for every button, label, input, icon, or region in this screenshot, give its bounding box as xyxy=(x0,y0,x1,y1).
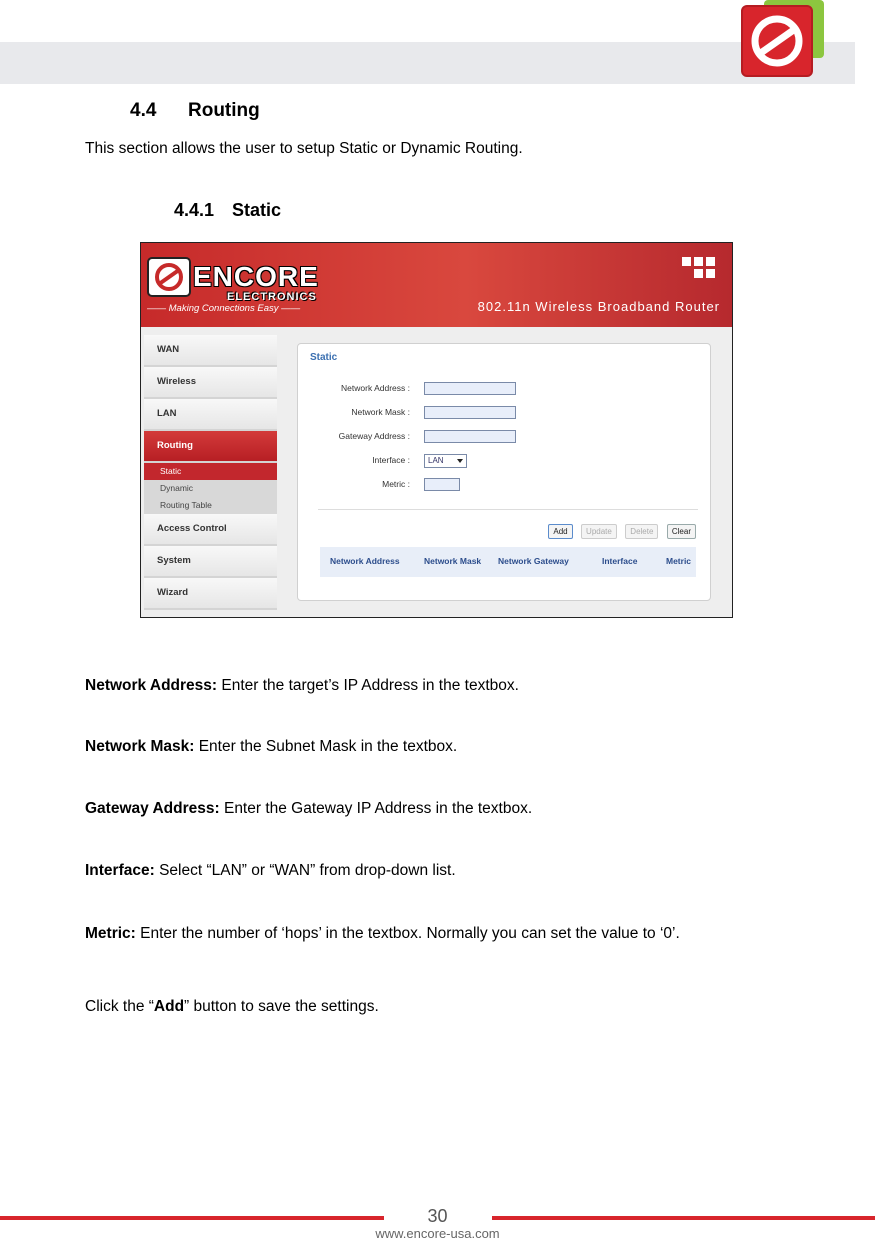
nav-routing-dynamic[interactable]: Dynamic xyxy=(144,480,277,497)
desc-gateway-address: Gateway Address: Enter the Gateway IP Address in the textbox. xyxy=(85,800,533,817)
desc-metric: Metric: Enter the number of ‘hops’ in the textbox. Normally you can set the value to ‘0’. xyxy=(85,925,680,942)
nav-wizard[interactable]: Wizard xyxy=(144,578,277,610)
encore-logo-icon xyxy=(740,0,826,78)
header-band xyxy=(0,42,855,84)
nav-lan[interactable]: LAN xyxy=(144,399,277,431)
metric-input[interactable] xyxy=(424,478,460,491)
interface-select[interactable] xyxy=(424,454,467,468)
click-add-note: Click the “Add” button to save the settings. xyxy=(85,998,379,1015)
grid-icon[interactable] xyxy=(682,257,718,281)
network-address-input[interactable] xyxy=(424,382,516,395)
static-panel xyxy=(297,343,711,601)
footer-site: www.encore-usa.com xyxy=(375,1226,500,1241)
nav-routing[interactable]: Routing xyxy=(144,431,277,463)
label-metric: Metric : xyxy=(382,479,410,489)
panel-title: Static xyxy=(310,352,338,363)
brand-sub: ELECTRONICS xyxy=(227,291,317,303)
nav-wireless[interactable]: Wireless xyxy=(144,367,277,399)
nav-access-control[interactable]: Access Control xyxy=(144,514,277,546)
section-intro: This section allows the user to setup Static or Dynamic Routing. xyxy=(85,140,523,157)
th-interface: Interface xyxy=(602,556,638,566)
add-button[interactable]: Add xyxy=(548,524,572,539)
subsection-heading: 4.4.1 Static xyxy=(174,200,282,220)
routes-table-header xyxy=(320,547,696,577)
row-interface xyxy=(298,454,710,468)
label-interface: Interface : xyxy=(372,455,410,465)
delete-button[interactable]: Delete xyxy=(625,524,658,539)
router-sidebar xyxy=(144,335,277,617)
th-network-gateway: Network Gateway xyxy=(498,556,569,566)
router-brand-logo xyxy=(147,255,337,303)
router-banner xyxy=(141,243,732,327)
brand-word: ENCORE xyxy=(193,261,319,292)
clear-button[interactable]: Clear xyxy=(667,524,696,539)
row-network-mask xyxy=(298,406,710,420)
row-gateway-address xyxy=(298,430,710,444)
label-network-mask: Network Mask : xyxy=(351,407,410,417)
network-mask-input[interactable] xyxy=(424,406,516,419)
label-gateway-address: Gateway Address : xyxy=(338,431,410,441)
router-product-name: 802.11n Wireless Broadband Router xyxy=(477,299,720,314)
label-network-address: Network Address : xyxy=(341,383,410,393)
desc-interface: Interface: Select “LAN” or “WAN” from drop-down list. xyxy=(85,862,456,879)
button-bar xyxy=(544,521,696,535)
desc-network-address: Network Address: Enter the target’s IP Address in the textbox. xyxy=(85,677,519,694)
desc-network-mask: Network Mask: Enter the Subnet Mask in the textbox. xyxy=(85,738,458,755)
section-heading: 4.4 Routing xyxy=(130,100,260,121)
th-network-mask: Network Mask xyxy=(424,556,482,566)
brand-e-icon xyxy=(147,257,191,297)
nav-routing-table[interactable]: Routing Table xyxy=(144,497,277,514)
router-screenshot xyxy=(140,242,733,618)
nav-routing-static[interactable]: Static xyxy=(144,463,277,480)
row-metric xyxy=(298,478,710,492)
th-network-address: Network Address xyxy=(330,556,400,566)
page-number: 30 xyxy=(427,1206,448,1226)
interface-value: LAN xyxy=(428,456,444,465)
nav-system[interactable]: System xyxy=(144,546,277,578)
chevron-down-icon xyxy=(457,459,463,463)
update-button[interactable]: Update xyxy=(581,524,617,539)
nav-wan[interactable]: WAN xyxy=(144,335,277,367)
gateway-address-input[interactable] xyxy=(424,430,516,443)
th-metric: Metric xyxy=(666,556,692,566)
row-network-address xyxy=(298,382,710,396)
divider xyxy=(318,509,698,510)
router-tagline: —— Making Connections Easy —— xyxy=(147,303,301,314)
